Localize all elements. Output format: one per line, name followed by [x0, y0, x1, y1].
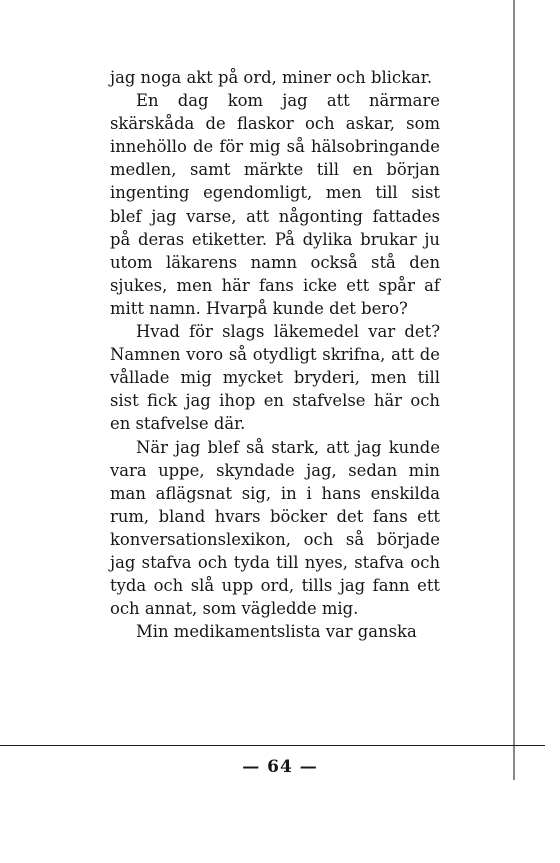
paragraph: Hvad för slags läkemedel var det? Namnen voro så otydligt skrifna, att de vållade mig mycket bryderi, men till sist fick jag ihop en stafvelse här och en stafvelse där.	[110, 322, 440, 434]
paragraph: När jag blef så stark, att jag kunde vara uppe, skyndade jag, sedan min man aflägsnat sig, in i hans enskilda rum, bland hvars böcker det fans ett konversationslexikon, och så började jag stafva och tyda till nyes, stafva och tyda och slå upp ord, tills jag fann ett och annat, som vägledde mig.	[110, 437, 440, 619]
paragraph-continuation: jag noga akt på ord, miner och blickar.	[110, 68, 433, 87]
body-text	[110, 66, 440, 643]
page-bottom-rule	[0, 745, 545, 746]
paragraph: En dag kom jag att närmare skärskåda de flaskor och askar, som innehöllo de för mig så hälsobringande medlen, samt märkte till en början ingenting egendomligt, men till sist blef jag varse, att någonting fattades på deras etiketter. På dylika brukar ju utom läkarens namn också stå den sjukes, men här fans icke ett spår af mitt namn. Hvarpå kunde det bero?	[110, 91, 440, 318]
page-edge-line	[513, 0, 515, 780]
paragraph: Min medikamentslista var ganska	[136, 622, 417, 642]
page-number: — 64 —	[242, 757, 318, 777]
